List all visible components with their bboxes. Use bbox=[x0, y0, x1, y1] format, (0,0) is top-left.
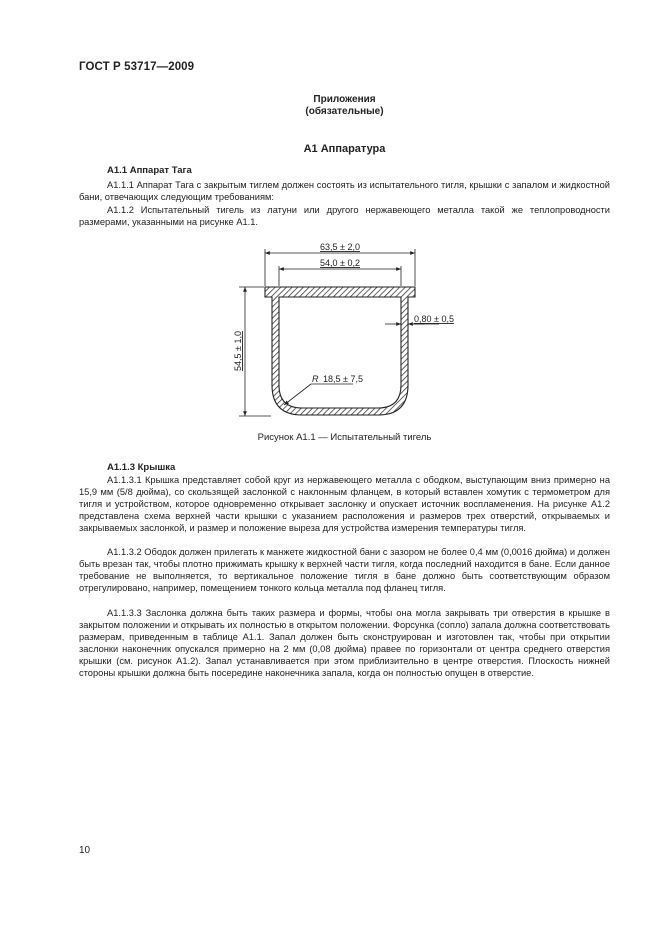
paragraph-a111: А1.1.1 Аппарат Тага с закрытым тиглем должен состоять из испытательного тигля, крышки с запалом и жидкостной бани, отвечающих следующим требованиям: bbox=[79, 180, 610, 202]
appendix-status: (обязательные) bbox=[305, 106, 384, 117]
dim-inner-diameter: 54,0 ± 0,2 bbox=[320, 258, 360, 268]
paragraph-a1131: А1.1.3.1 Крышка представляет собой круг из нержавеющего металла с ободком, выступающим вниз примерно на 15,9 мм (5/8 дюйма), со скользящей заслонкой с наклонным фланцем, в который вставлен хомутик с термометром для тигля и устройством, которое одновременно открывает заслонку и опускает источник воспламенения. На рисунке А1.2 представлена схема верхней части крышки с указанием расположения и размеров трех отверстий, открываемых и закрываемых заслонкой, и размер и положение выреза для устройства измерения температуры тигля. bbox=[79, 475, 610, 533]
figure-caption: Рисунок А1.1 — Испытательный тигель bbox=[257, 432, 432, 443]
crucible-wall bbox=[265, 287, 415, 415]
section-title: А1 Аппаратура bbox=[303, 143, 386, 155]
paragraph-a1132: А1.1.3.2 Ободок должен прилегать к манжете жидкостной бани с зазором не более 0,4 мм (0,0016 дюйма) и должен быть врезан так, чтобы плотно прижимать крышку к верхней части тигля, когда последний находится в бане. Если данное требование не выполняется, то вертикальное положение тигля в бане должно быть соответствующим образом отрегулировано, например, помещением тонкого кольца металла под фланец тигля. bbox=[79, 547, 610, 593]
dim-height: 54,5 ± 1,0 bbox=[233, 331, 243, 371]
page-number: 10 bbox=[79, 845, 91, 856]
dim-radius: 18,5 ± 7,5 bbox=[323, 374, 363, 384]
paragraph-a112: А1.1.2 Испытательный тигель из латуни или другого нержавеющего металла такой же теплопроводности размерами, указанными на рисунке А1.1. bbox=[79, 205, 610, 227]
crucible-drawing bbox=[225, 235, 454, 425]
svg-text:R 18,5 ± 7,5 bbox=[312, 374, 363, 384]
dim-outer-diameter: 63,5 ± 2,0 bbox=[320, 242, 360, 252]
subsection-heading-a11: А1.1 Аппарат Тага bbox=[107, 165, 192, 176]
dim-wall-thickness: 0,80 ± 0,5 bbox=[414, 314, 454, 324]
appendix-title: Приложения bbox=[313, 94, 376, 105]
paragraph-a1133: А1.1.3.3 Заслонка должна быть таких размера и формы, чтобы она могла закрывать три отверстия в крышке в закрытом положении и открывать их полностью в открытом положении. Форсунка (сопло) запала должна соответствовать размерам, приведенным в таблице А1.1. Запал должен быть сконструирован и изготовлен так, чтобы при открытии заслонки наконечник опускался примерно на 2 мм (0,08 дюйма) правее по горизонтали от центра среднего отверстия крышки (см. рисунок А1.2). Запал устанавливается при этом приблизительно в центре отверстия. Плоскость нижней стороны крышки должна быть посередине наконечника запала, когда он полностью опущен в отверстие. bbox=[79, 608, 610, 678]
subsection-heading-a113: А1.1.3 Крышка bbox=[107, 462, 176, 473]
document-header: ГОСТ Р 53717—2009 bbox=[79, 61, 195, 73]
dim-radius-letter: R bbox=[312, 374, 319, 384]
